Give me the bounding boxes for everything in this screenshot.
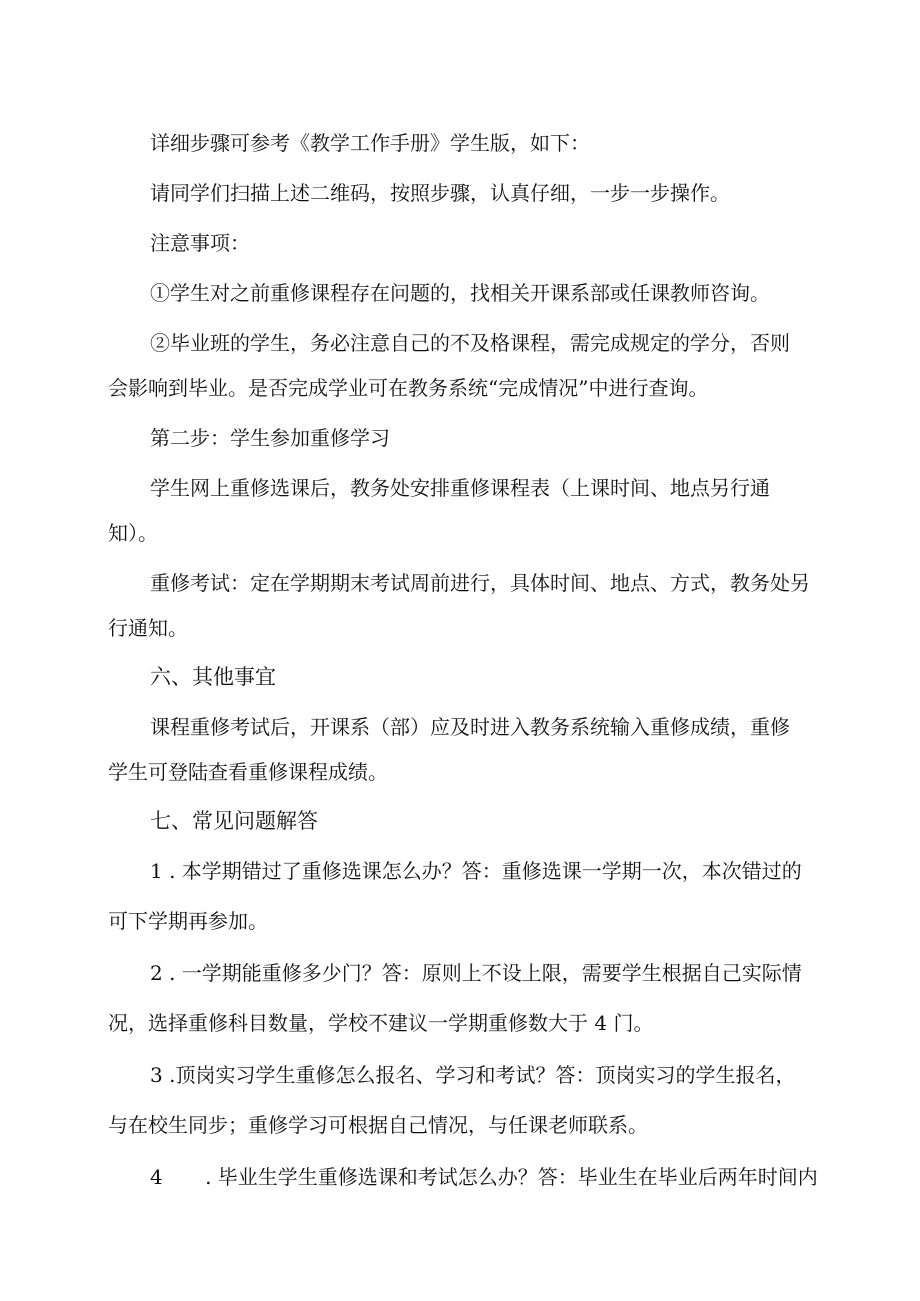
faq-item-3-line-2: 与在校生同步；重修学习可根据自己情况，与任课老师联系。	[108, 1113, 648, 1137]
faq-item-3-line-1	[108, 1061, 862, 1089]
faq-item-2-text: . 一学期能重修多少门？答：原则上不设上限，需要学生根据自己实际情	[169, 961, 802, 985]
paragraph-notice-heading: 注意事项：	[150, 231, 250, 255]
paragraph-grades-line-2: 学生可登陆查看重修课程成绩。	[108, 760, 388, 784]
faq-item-1-line-2: 可下学期再参加。	[108, 909, 268, 933]
paragraph-exam-line-2: 行通知。	[108, 616, 188, 640]
faq-item-1-line-1	[108, 857, 862, 885]
paragraph-schedule-line-2: 知）。	[108, 521, 158, 545]
paragraph-reference-manual: 详细步骤可参考《教学工作手册》学生版，如下：	[150, 131, 590, 155]
faq-item-1-text: . 本学期错过了重修选课怎么办？答：重修选课一学期一次，本次错过的	[169, 859, 802, 883]
paragraph-exam-line-1: 重修考试：定在学期期末考试周前进行，具体时间、地点、方式，教务处另	[150, 571, 810, 595]
paragraph-notice-1: ①学生对之前重修课程存在问题的，找相关开课系部或任课教师咨询。	[150, 281, 770, 305]
faq-item-3-text: .顶岗实习学生重修怎么报名、学习和考试？答：顶岗实习的学生报名，	[169, 1063, 796, 1087]
paragraph-step-two: 第二步：学生参加重修学习	[150, 426, 390, 450]
paragraph-notice-2-line-2: 会影响到毕业。是否完成学业可在教务系统“完成情况”中进行查询。	[108, 376, 709, 400]
section-heading-faq: 七、常见问题解答	[150, 809, 318, 833]
faq-item-4-text: . 毕业生学生重修选课和考试怎么办？答：毕业生在毕业后两年时间内	[205, 1165, 818, 1189]
section-heading-other-matters: 六、其他事宜	[150, 665, 276, 689]
paragraph-schedule-line-1: 学生网上重修选课后，教务处安排重修课程表（上课时间、地点另行通	[150, 476, 770, 500]
paragraph-scan-qr: 请同学们扫描上述二维码，按照步骤，认真仔细，一步一步操作。	[150, 181, 730, 205]
faq-item-2-number: 2	[150, 961, 163, 985]
faq-item-3-number: 3	[150, 1063, 163, 1087]
faq-item-4-number: 4	[150, 1165, 163, 1189]
paragraph-notice-2-line-1: ②毕业班的学生，务必注意自己的不及格课程，需完成规定的学分，否则	[150, 331, 790, 355]
faq-item-2-line-1	[108, 959, 862, 987]
faq-item-2-line-2: 况，选择重修科目数量，学校不建议一学期重修数大于 4 门。	[108, 1011, 654, 1035]
paragraph-grades-line-1: 课程重修考试后，开课系（部）应及时进入教务系统输入重修成绩，重修	[150, 715, 790, 739]
faq-item-1-number: 1	[150, 859, 163, 883]
faq-item-4-line-1	[108, 1163, 862, 1191]
